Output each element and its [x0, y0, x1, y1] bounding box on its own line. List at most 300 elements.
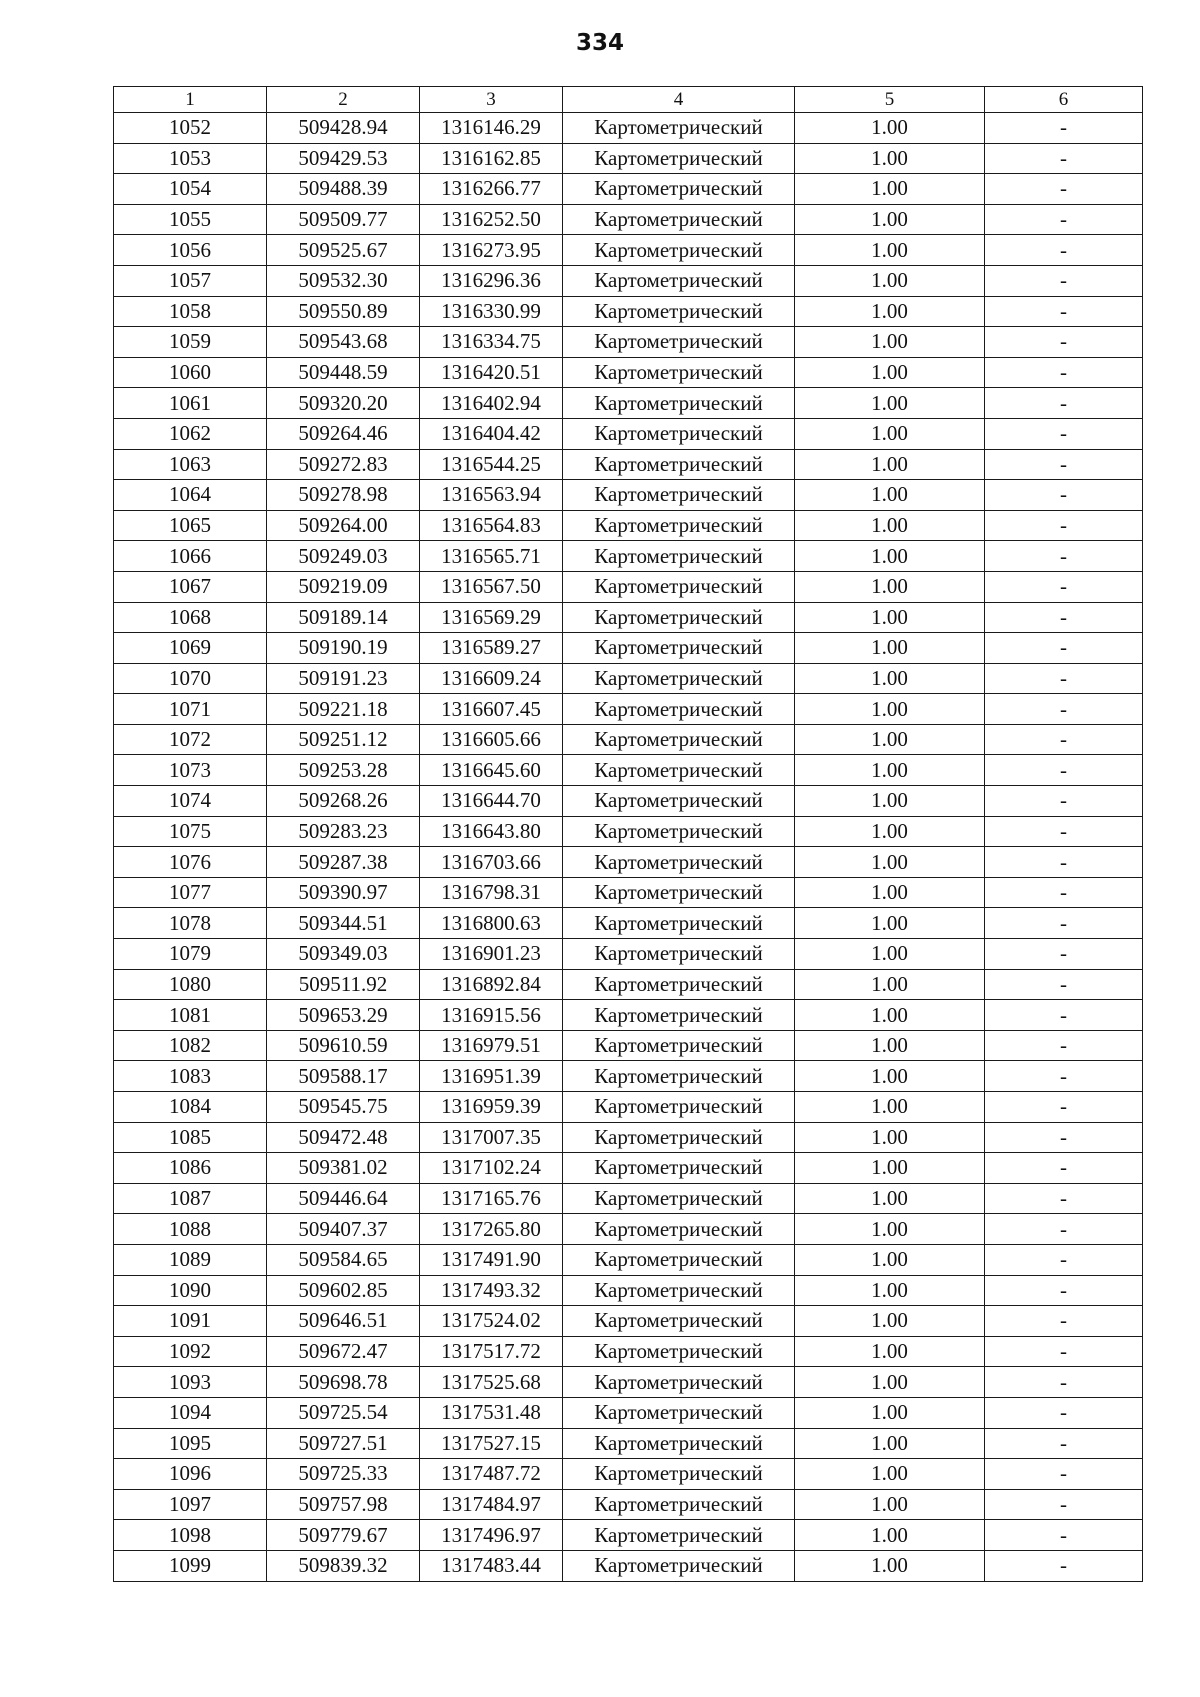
- note-cell: -: [985, 969, 1143, 1000]
- table-row: [114, 1489, 1143, 1520]
- accuracy-cell: 1.00: [795, 1214, 985, 1245]
- accuracy-cell: 1.00: [795, 510, 985, 541]
- accuracy-cell: 1.00: [795, 143, 985, 174]
- y-coordinate-cell: 1317496.97: [420, 1520, 563, 1551]
- point-number-cell: 1085: [114, 1122, 267, 1153]
- accuracy-cell: 1.00: [795, 449, 985, 480]
- y-coordinate-cell: 1316330.99: [420, 296, 563, 327]
- y-coordinate-cell: 1317265.80: [420, 1214, 563, 1245]
- point-number-cell: 1068: [114, 602, 267, 633]
- note-cell: -: [985, 877, 1143, 908]
- accuracy-cell: 1.00: [795, 480, 985, 511]
- accuracy-cell: 1.00: [795, 1000, 985, 1031]
- x-coordinate-cell: 509428.94: [267, 113, 420, 144]
- x-coordinate-cell: 509349.03: [267, 939, 420, 970]
- y-coordinate-cell: 1316563.94: [420, 480, 563, 511]
- method-cell: Картометрический: [563, 1489, 795, 1520]
- point-number-cell: 1078: [114, 908, 267, 939]
- note-cell: -: [985, 663, 1143, 694]
- method-cell: Картометрический: [563, 602, 795, 633]
- table-row: [114, 1153, 1143, 1184]
- x-coordinate-cell: 509249.03: [267, 541, 420, 572]
- y-coordinate-cell: 1317491.90: [420, 1244, 563, 1275]
- table-row: [114, 877, 1143, 908]
- x-coordinate-cell: 509287.38: [267, 847, 420, 878]
- y-coordinate-cell: 1316979.51: [420, 1030, 563, 1061]
- table-row: [114, 357, 1143, 388]
- x-coordinate-cell: 509344.51: [267, 908, 420, 939]
- point-number-cell: 1094: [114, 1397, 267, 1428]
- y-coordinate-cell: 1317527.15: [420, 1428, 563, 1459]
- point-number-cell: 1061: [114, 388, 267, 419]
- point-number-cell: 1087: [114, 1183, 267, 1214]
- x-coordinate-cell: 509446.64: [267, 1183, 420, 1214]
- note-cell: -: [985, 847, 1143, 878]
- table-row: [114, 1336, 1143, 1367]
- y-coordinate-cell: 1316959.39: [420, 1092, 563, 1123]
- note-cell: -: [985, 1306, 1143, 1337]
- note-cell: -: [985, 1030, 1143, 1061]
- note-cell: -: [985, 1336, 1143, 1367]
- note-cell: -: [985, 296, 1143, 327]
- x-coordinate-cell: 509407.37: [267, 1214, 420, 1245]
- note-cell: -: [985, 786, 1143, 817]
- accuracy-cell: 1.00: [795, 204, 985, 235]
- point-number-cell: 1070: [114, 663, 267, 694]
- point-number-cell: 1079: [114, 939, 267, 970]
- note-cell: -: [985, 541, 1143, 572]
- note-cell: -: [985, 204, 1143, 235]
- table-row: [114, 1183, 1143, 1214]
- x-coordinate-cell: 509698.78: [267, 1367, 420, 1398]
- y-coordinate-cell: 1316567.50: [420, 571, 563, 602]
- x-coordinate-cell: 509272.83: [267, 449, 420, 480]
- x-coordinate-cell: 509189.14: [267, 602, 420, 633]
- accuracy-cell: 1.00: [795, 816, 985, 847]
- x-coordinate-cell: 509550.89: [267, 296, 420, 327]
- accuracy-cell: 1.00: [795, 786, 985, 817]
- point-number-cell: 1059: [114, 327, 267, 358]
- table-row: [114, 1122, 1143, 1153]
- method-cell: Картометрический: [563, 786, 795, 817]
- method-cell: Картометрический: [563, 1030, 795, 1061]
- note-cell: -: [985, 571, 1143, 602]
- x-coordinate-cell: 509264.00: [267, 510, 420, 541]
- y-coordinate-cell: 1316296.36: [420, 265, 563, 296]
- accuracy-cell: 1.00: [795, 969, 985, 1000]
- method-cell: Картометрический: [563, 571, 795, 602]
- table-row: [114, 786, 1143, 817]
- table-row: [114, 235, 1143, 266]
- method-cell: Картометрический: [563, 480, 795, 511]
- x-coordinate-cell: 509253.28: [267, 755, 420, 786]
- y-coordinate-cell: 1316892.84: [420, 969, 563, 1000]
- table-row: [114, 571, 1143, 602]
- method-cell: Картометрический: [563, 357, 795, 388]
- note-cell: -: [985, 1367, 1143, 1398]
- point-number-cell: 1086: [114, 1153, 267, 1184]
- accuracy-cell: 1.00: [795, 1275, 985, 1306]
- x-coordinate-cell: 509532.30: [267, 265, 420, 296]
- point-number-cell: 1093: [114, 1367, 267, 1398]
- accuracy-cell: 1.00: [795, 755, 985, 786]
- y-coordinate-cell: 1316798.31: [420, 877, 563, 908]
- y-coordinate-cell: 1316951.39: [420, 1061, 563, 1092]
- column-header: 1: [114, 87, 267, 113]
- column-header: 5: [795, 87, 985, 113]
- point-number-cell: 1098: [114, 1520, 267, 1551]
- note-cell: -: [985, 235, 1143, 266]
- method-cell: Картометрический: [563, 1244, 795, 1275]
- point-number-cell: 1056: [114, 235, 267, 266]
- note-cell: -: [985, 265, 1143, 296]
- column-header: 4: [563, 87, 795, 113]
- x-coordinate-cell: 509429.53: [267, 143, 420, 174]
- method-cell: Картометрический: [563, 633, 795, 664]
- method-cell: Картометрический: [563, 204, 795, 235]
- accuracy-cell: 1.00: [795, 174, 985, 205]
- y-coordinate-cell: 1316404.42: [420, 418, 563, 449]
- point-number-cell: 1054: [114, 174, 267, 205]
- accuracy-cell: 1.00: [795, 1550, 985, 1581]
- table-row: [114, 1000, 1143, 1031]
- note-cell: -: [985, 633, 1143, 664]
- y-coordinate-cell: 1316334.75: [420, 327, 563, 358]
- method-cell: Картометрический: [563, 1061, 795, 1092]
- table-row: [114, 1092, 1143, 1123]
- table-row: [114, 1367, 1143, 1398]
- x-coordinate-cell: 509725.54: [267, 1397, 420, 1428]
- accuracy-cell: 1.00: [795, 1489, 985, 1520]
- note-cell: -: [985, 1489, 1143, 1520]
- note-cell: -: [985, 357, 1143, 388]
- point-number-cell: 1088: [114, 1214, 267, 1245]
- y-coordinate-cell: 1317531.48: [420, 1397, 563, 1428]
- accuracy-cell: 1.00: [795, 724, 985, 755]
- table-row: [114, 1244, 1143, 1275]
- accuracy-cell: 1.00: [795, 265, 985, 296]
- accuracy-cell: 1.00: [795, 1397, 985, 1428]
- x-coordinate-cell: 509757.98: [267, 1489, 420, 1520]
- x-coordinate-cell: 509727.51: [267, 1428, 420, 1459]
- table-row: [114, 418, 1143, 449]
- accuracy-cell: 1.00: [795, 1428, 985, 1459]
- method-cell: Картометрический: [563, 388, 795, 419]
- method-cell: Картометрический: [563, 1122, 795, 1153]
- x-coordinate-cell: 509779.67: [267, 1520, 420, 1551]
- accuracy-cell: 1.00: [795, 327, 985, 358]
- method-cell: Картометрический: [563, 1520, 795, 1551]
- x-coordinate-cell: 509509.77: [267, 204, 420, 235]
- y-coordinate-cell: 1316915.56: [420, 1000, 563, 1031]
- note-cell: -: [985, 388, 1143, 419]
- accuracy-cell: 1.00: [795, 357, 985, 388]
- accuracy-cell: 1.00: [795, 1122, 985, 1153]
- note-cell: -: [985, 602, 1143, 633]
- x-coordinate-cell: 509283.23: [267, 816, 420, 847]
- method-cell: Картометрический: [563, 113, 795, 144]
- table-row: [114, 143, 1143, 174]
- point-number-cell: 1072: [114, 724, 267, 755]
- note-cell: -: [985, 1244, 1143, 1275]
- x-coordinate-cell: 509190.19: [267, 633, 420, 664]
- point-number-cell: 1077: [114, 877, 267, 908]
- y-coordinate-cell: 1317487.72: [420, 1459, 563, 1490]
- y-coordinate-cell: 1317484.97: [420, 1489, 563, 1520]
- method-cell: Картометрический: [563, 235, 795, 266]
- point-number-cell: 1083: [114, 1061, 267, 1092]
- x-coordinate-cell: 509264.46: [267, 418, 420, 449]
- x-coordinate-cell: 509268.26: [267, 786, 420, 817]
- table-row: [114, 694, 1143, 725]
- table-row: [114, 724, 1143, 755]
- accuracy-cell: 1.00: [795, 1030, 985, 1061]
- x-coordinate-cell: 509610.59: [267, 1030, 420, 1061]
- point-number-cell: 1075: [114, 816, 267, 847]
- method-cell: Картометрический: [563, 1153, 795, 1184]
- table-row: [114, 663, 1143, 694]
- point-number-cell: 1096: [114, 1459, 267, 1490]
- note-cell: -: [985, 1397, 1143, 1428]
- accuracy-cell: 1.00: [795, 1520, 985, 1551]
- accuracy-cell: 1.00: [795, 877, 985, 908]
- y-coordinate-cell: 1316565.71: [420, 541, 563, 572]
- point-number-cell: 1099: [114, 1550, 267, 1581]
- table-row: [114, 939, 1143, 970]
- x-coordinate-cell: 509672.47: [267, 1336, 420, 1367]
- method-cell: Картометрический: [563, 265, 795, 296]
- method-cell: Картометрический: [563, 418, 795, 449]
- accuracy-cell: 1.00: [795, 388, 985, 419]
- point-number-cell: 1060: [114, 357, 267, 388]
- y-coordinate-cell: 1316901.23: [420, 939, 563, 970]
- note-cell: -: [985, 1459, 1143, 1490]
- method-cell: Картометрический: [563, 969, 795, 1000]
- y-coordinate-cell: 1316645.60: [420, 755, 563, 786]
- accuracy-cell: 1.00: [795, 633, 985, 664]
- point-number-cell: 1074: [114, 786, 267, 817]
- column-header: 2: [267, 87, 420, 113]
- method-cell: Картометрический: [563, 877, 795, 908]
- y-coordinate-cell: 1316703.66: [420, 847, 563, 878]
- point-number-cell: 1055: [114, 204, 267, 235]
- table-row: [114, 755, 1143, 786]
- method-cell: Картометрический: [563, 143, 795, 174]
- table-row: [114, 510, 1143, 541]
- x-coordinate-cell: 509251.12: [267, 724, 420, 755]
- x-coordinate-cell: 509381.02: [267, 1153, 420, 1184]
- note-cell: -: [985, 174, 1143, 205]
- note-cell: -: [985, 1214, 1143, 1245]
- x-coordinate-cell: 509545.75: [267, 1092, 420, 1123]
- y-coordinate-cell: 1316569.29: [420, 602, 563, 633]
- point-number-cell: 1064: [114, 480, 267, 511]
- x-coordinate-cell: 509488.39: [267, 174, 420, 205]
- table-row: [114, 1306, 1143, 1337]
- point-number-cell: 1053: [114, 143, 267, 174]
- y-coordinate-cell: 1317525.68: [420, 1367, 563, 1398]
- accuracy-cell: 1.00: [795, 939, 985, 970]
- y-coordinate-cell: 1317524.02: [420, 1306, 563, 1337]
- table-row: [114, 847, 1143, 878]
- y-coordinate-cell: 1316800.63: [420, 908, 563, 939]
- y-coordinate-cell: 1317165.76: [420, 1183, 563, 1214]
- y-coordinate-cell: 1316266.77: [420, 174, 563, 205]
- table-row: [114, 602, 1143, 633]
- note-cell: -: [985, 694, 1143, 725]
- table-row: [114, 969, 1143, 1000]
- x-coordinate-cell: 509602.85: [267, 1275, 420, 1306]
- note-cell: -: [985, 724, 1143, 755]
- point-number-cell: 1082: [114, 1030, 267, 1061]
- method-cell: Картометрический: [563, 296, 795, 327]
- x-coordinate-cell: 509390.97: [267, 877, 420, 908]
- method-cell: Картометрический: [563, 755, 795, 786]
- y-coordinate-cell: 1317483.44: [420, 1550, 563, 1581]
- accuracy-cell: 1.00: [795, 1306, 985, 1337]
- accuracy-cell: 1.00: [795, 113, 985, 144]
- point-number-cell: 1091: [114, 1306, 267, 1337]
- method-cell: Картометрический: [563, 174, 795, 205]
- note-cell: -: [985, 113, 1143, 144]
- y-coordinate-cell: 1316643.80: [420, 816, 563, 847]
- accuracy-cell: 1.00: [795, 296, 985, 327]
- point-number-cell: 1080: [114, 969, 267, 1000]
- point-number-cell: 1081: [114, 1000, 267, 1031]
- x-coordinate-cell: 509472.48: [267, 1122, 420, 1153]
- method-cell: Картометрический: [563, 1336, 795, 1367]
- method-cell: Картометрический: [563, 510, 795, 541]
- note-cell: -: [985, 1061, 1143, 1092]
- accuracy-cell: 1.00: [795, 1244, 985, 1275]
- note-cell: -: [985, 143, 1143, 174]
- method-cell: Картометрический: [563, 1092, 795, 1123]
- method-cell: Картометрический: [563, 1550, 795, 1581]
- table-row: [114, 480, 1143, 511]
- point-number-cell: 1089: [114, 1244, 267, 1275]
- accuracy-cell: 1.00: [795, 1061, 985, 1092]
- x-coordinate-cell: 509839.32: [267, 1550, 420, 1581]
- point-number-cell: 1084: [114, 1092, 267, 1123]
- method-cell: Картометрический: [563, 1428, 795, 1459]
- x-coordinate-cell: 509584.65: [267, 1244, 420, 1275]
- method-cell: Картометрический: [563, 1306, 795, 1337]
- method-cell: Картометрический: [563, 541, 795, 572]
- method-cell: Картометрический: [563, 694, 795, 725]
- accuracy-cell: 1.00: [795, 602, 985, 633]
- table-row: [114, 1214, 1143, 1245]
- note-cell: -: [985, 1092, 1143, 1123]
- table-row: [114, 1428, 1143, 1459]
- y-coordinate-cell: 1316146.29: [420, 113, 563, 144]
- x-coordinate-cell: 509646.51: [267, 1306, 420, 1337]
- method-cell: Картометрический: [563, 724, 795, 755]
- accuracy-cell: 1.00: [795, 235, 985, 266]
- note-cell: -: [985, 1000, 1143, 1031]
- method-cell: Картометрический: [563, 1367, 795, 1398]
- table-row: [114, 1550, 1143, 1581]
- note-cell: -: [985, 1428, 1143, 1459]
- note-cell: -: [985, 327, 1143, 358]
- note-cell: -: [985, 1550, 1143, 1581]
- method-cell: Картометрический: [563, 847, 795, 878]
- method-cell: Картометрический: [563, 1214, 795, 1245]
- y-coordinate-cell: 1316564.83: [420, 510, 563, 541]
- note-cell: -: [985, 1520, 1143, 1551]
- accuracy-cell: 1.00: [795, 694, 985, 725]
- accuracy-cell: 1.00: [795, 908, 985, 939]
- y-coordinate-cell: 1316609.24: [420, 663, 563, 694]
- note-cell: -: [985, 510, 1143, 541]
- table-row: [114, 449, 1143, 480]
- table-row: [114, 1459, 1143, 1490]
- table-row: [114, 174, 1143, 205]
- point-number-cell: 1071: [114, 694, 267, 725]
- x-coordinate-cell: 509191.23: [267, 663, 420, 694]
- method-cell: Картометрический: [563, 663, 795, 694]
- note-cell: -: [985, 939, 1143, 970]
- note-cell: -: [985, 755, 1143, 786]
- point-number-cell: 1066: [114, 541, 267, 572]
- coordinates-table: [113, 86, 1143, 1582]
- point-number-cell: 1090: [114, 1275, 267, 1306]
- y-coordinate-cell: 1316402.94: [420, 388, 563, 419]
- method-cell: Картометрический: [563, 908, 795, 939]
- table-row: [114, 1030, 1143, 1061]
- y-coordinate-cell: 1316644.70: [420, 786, 563, 817]
- x-coordinate-cell: 509525.67: [267, 235, 420, 266]
- accuracy-cell: 1.00: [795, 541, 985, 572]
- point-number-cell: 1069: [114, 633, 267, 664]
- accuracy-cell: 1.00: [795, 1367, 985, 1398]
- note-cell: -: [985, 816, 1143, 847]
- point-number-cell: 1092: [114, 1336, 267, 1367]
- table-row: [114, 1275, 1143, 1306]
- point-number-cell: 1065: [114, 510, 267, 541]
- x-coordinate-cell: 509219.09: [267, 571, 420, 602]
- x-coordinate-cell: 509320.20: [267, 388, 420, 419]
- table-header-row: [114, 87, 1143, 113]
- table-body: [114, 113, 1143, 1582]
- page-number: 334: [575, 30, 624, 56]
- accuracy-cell: 1.00: [795, 1092, 985, 1123]
- y-coordinate-cell: 1317007.35: [420, 1122, 563, 1153]
- x-coordinate-cell: 509511.92: [267, 969, 420, 1000]
- table-row: [114, 204, 1143, 235]
- point-number-cell: 1073: [114, 755, 267, 786]
- accuracy-cell: 1.00: [795, 571, 985, 602]
- y-coordinate-cell: 1316589.27: [420, 633, 563, 664]
- accuracy-cell: 1.00: [795, 847, 985, 878]
- note-cell: -: [985, 1122, 1143, 1153]
- y-coordinate-cell: 1316607.45: [420, 694, 563, 725]
- accuracy-cell: 1.00: [795, 1336, 985, 1367]
- point-number-cell: 1052: [114, 113, 267, 144]
- accuracy-cell: 1.00: [795, 1183, 985, 1214]
- note-cell: -: [985, 449, 1143, 480]
- column-header: 6: [985, 87, 1143, 113]
- point-number-cell: 1095: [114, 1428, 267, 1459]
- note-cell: -: [985, 1275, 1143, 1306]
- table-row: [114, 1520, 1143, 1551]
- column-header: 3: [420, 87, 563, 113]
- accuracy-cell: 1.00: [795, 1153, 985, 1184]
- y-coordinate-cell: 1316252.50: [420, 204, 563, 235]
- point-number-cell: 1057: [114, 265, 267, 296]
- point-number-cell: 1067: [114, 571, 267, 602]
- x-coordinate-cell: 509448.59: [267, 357, 420, 388]
- method-cell: Картометрический: [563, 1183, 795, 1214]
